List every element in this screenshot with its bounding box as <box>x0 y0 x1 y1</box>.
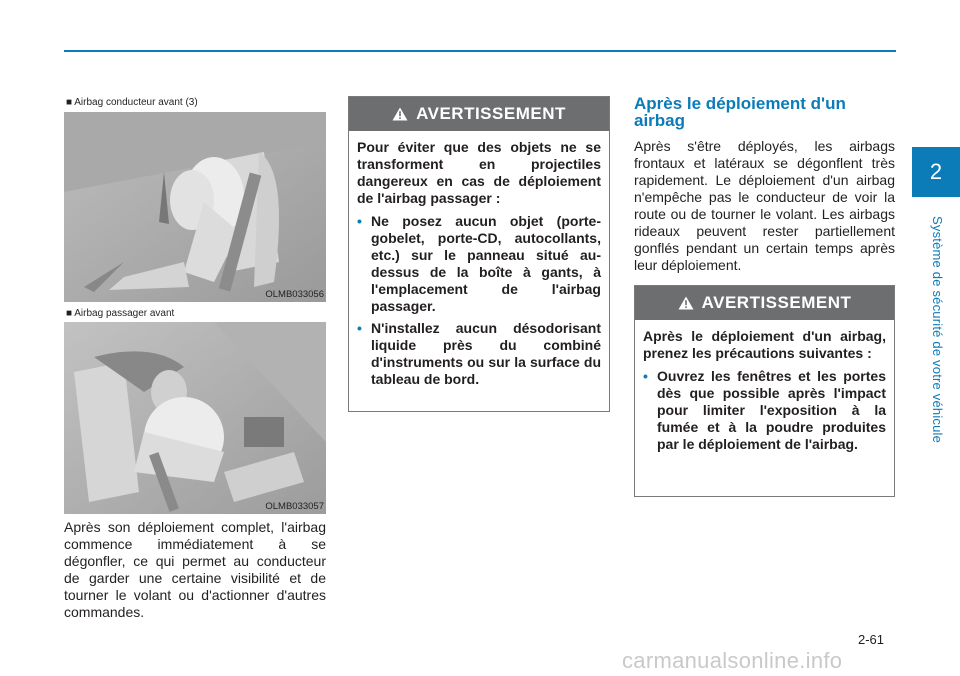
bullet-icon: • <box>357 213 362 229</box>
passenger-airbag-illustration <box>64 322 326 514</box>
warning-box-2 <box>634 285 895 497</box>
figure-1-caption: ■ Airbag conducteur avant (3) <box>66 97 198 108</box>
watermark: carmanualsonline.info <box>622 648 843 673</box>
driver-airbag-illustration <box>64 112 326 302</box>
warning-1-header <box>349 97 609 131</box>
warning-triangle-icon <box>678 296 694 310</box>
figure-passenger-airbag <box>64 322 326 514</box>
warning-2-title: AVERTISSEMENT <box>701 293 852 312</box>
warning-1-intro: Pour éviter que des objets ne se transforment en projectiles dangereux en cas de déploiement de l'airbag passager : <box>357 139 601 206</box>
figure-2-code: OLMB033057 <box>265 501 324 512</box>
figure-1-code: OLMB033056 <box>265 289 324 300</box>
chapter-number: 2 <box>929 159 943 184</box>
list-item: • Ne posez aucun objet (porte-gobelet, porte-CD, autocollants, etc.) sur le panneau situé au-dessus de la boîte à gants, à l'emplacement de l'airbag passager. <box>357 213 601 314</box>
list-item: • N'installez aucun désodorisant liquide près du combiné d'instruments ou sur la surface du tableau de bord. <box>357 320 601 387</box>
chapter-tab <box>912 147 960 197</box>
figure-driver-airbag <box>64 112 326 302</box>
section-paragraph: Après s'être déployés, les airbags frontaux et latéraux se dégonflent très rapidement. Le déploiement d'un airbag n'empêche pas le conducteur de voir la route ou de tourner le volant. Les airbags rideaux peuvent rester partiellement gonflés pendant un certain temps après leur déploiement. <box>634 138 895 273</box>
list-item: • Ouvrez les fenêtres et les portes dès que possible après l'impact pour limiter l'exposition à la fumée et à la poudre produites par le déploiement de l'airbag. <box>643 368 886 452</box>
figure-2-caption: ■ Airbag passager avant <box>66 308 175 319</box>
top-rule <box>64 50 896 52</box>
warning-1-list <box>357 213 601 388</box>
page-number: 2-61 <box>858 632 885 647</box>
warning-triangle-icon <box>392 107 408 121</box>
warning-box-1 <box>348 96 610 412</box>
warning-2-header <box>635 286 894 320</box>
chapter-title: Système de sécurité de votre véhicule <box>930 216 945 444</box>
warning-2-list <box>643 368 886 453</box>
warning-1-title: AVERTISSEMENT <box>416 104 566 123</box>
bullet-icon: • <box>643 368 648 384</box>
warning-2-intro: Après le déploiement d'un airbag, prenez les précautions suivantes : <box>643 328 886 361</box>
left-paragraph: Après son déploiement complet, l'airbag commence immédiatement à se dégonfler, ce qui permet au conducteur de garder une certaine visibilité et de tourner le volant ou d'actionner d'autres commandes. <box>64 519 326 620</box>
section-heading: Après le déploiement d'un airbag <box>634 94 846 130</box>
bullet-icon: • <box>357 320 362 336</box>
